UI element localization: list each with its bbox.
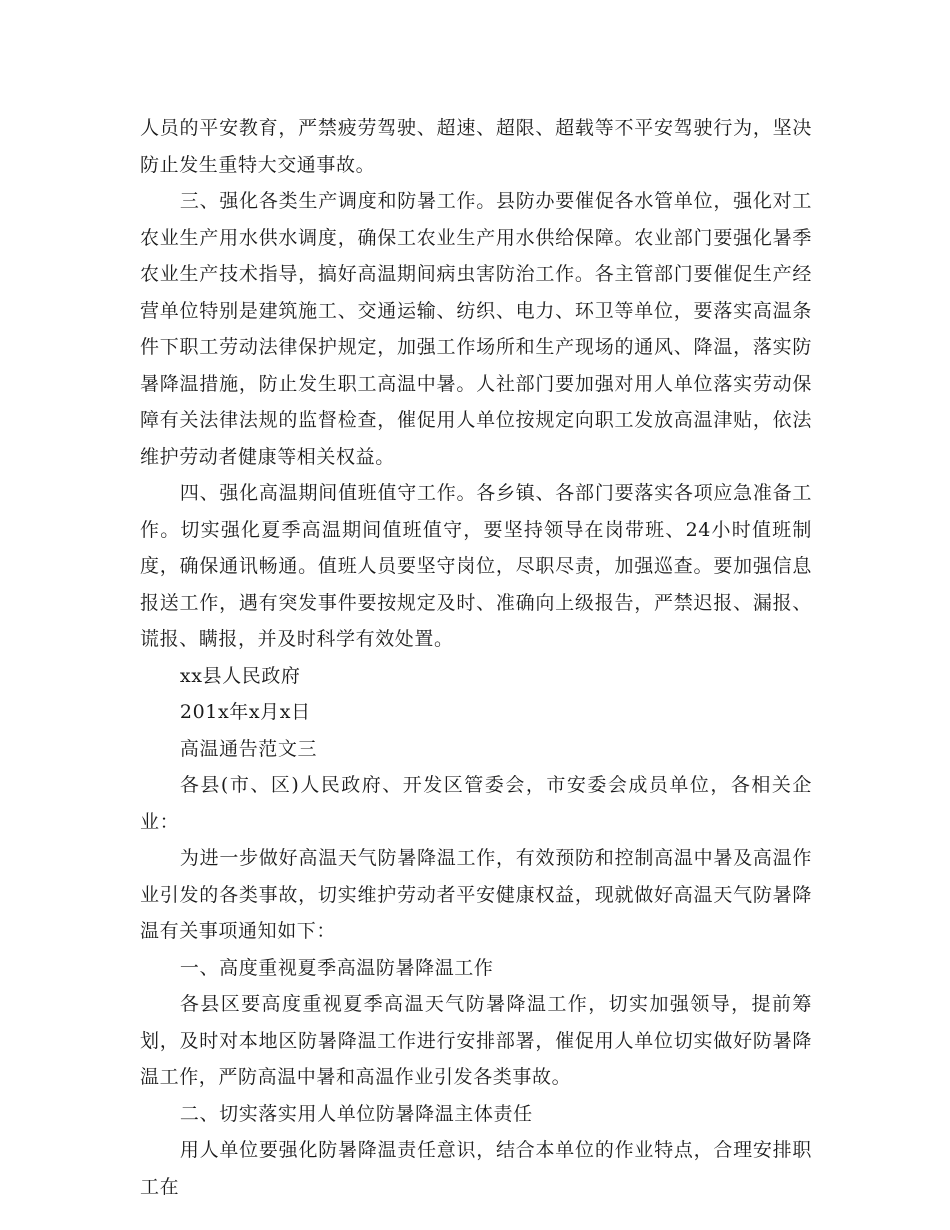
- paragraph-heading-one-body: 各县区要高度重视夏季高温天气防暑降温工作，切实加强领导，提前筹划，及时对本地区防暑降温工作进行安排部署，催促用人单位切实做好防暑降温工作，严防高温中暑和高温作业引发各类事故。: [140, 993, 812, 1088]
- addressee-line: 各县(市、区)人民政府、开发区管委会，市安委会成员单位，各相关企业：: [140, 774, 812, 833]
- signature-issuer: xx县人民政府: [179, 664, 301, 687]
- paragraph-intro: 为进一步做好高温天气防暑降温工作，有效预防和控制高温中暑及高温作业引发的各类事故，切实维护劳动者平安健康权益，现就做好高温天气防暑降温有关事项通知如下：: [140, 847, 812, 942]
- heading-two: 二、切实落实用人单位防暑降温主体责任: [179, 1102, 533, 1125]
- paragraph-heading-two-body: 用人单位要强化防暑降温责任意识，结合本单位的作业特点，合理安排职工在: [140, 1139, 812, 1198]
- paragraph-section-four: 四、强化高温期间值班值守工作。各乡镇、各部门要落实各项应急准备工作。切实强化夏季高温期间值班值守，要坚持领导在岗带班、24小时值班制度，确保通讯畅通。值班人员要坚守岗位，尽职尽责，加强巡查。要加强信息报送工作，遇有突发事件要按规定及时、准确向上级报告，严禁迟报、漏报、谎报、瞒报，并及时科学有效处置。: [140, 482, 812, 650]
- heading-one: 一、高度重视夏季高温防暑降温工作: [179, 956, 494, 979]
- sample-title: 高温通告范文三: [179, 737, 318, 760]
- paragraph-traffic-safety: 人员的平安教育，严禁疲劳驾驶、超速、超限、超载等不平安驾驶行为，坚决防止发生重特大交通事故。: [140, 117, 812, 176]
- document-body: [140, 110, 812, 1205]
- signature-date: 201x年x月x日: [179, 701, 311, 723]
- paragraph-section-three: 三、强化各类生产调度和防暑工作。县防办要催促各水管单位，强化对工农业生产用水供水调度，确保工农业生产用水供给保障。农业部门要强化暑季农业生产技术指导，搞好高温期间病虫害防治工作。各主管部门要催促生产经营单位特别是建筑施工、交通运输、纺织、电力、环卫等单位，要落实高温条件下职工劳动法律保护规定，加强工作场所和生产现场的通风、降温，落实防暑降温措施，防止发生职工高温中暑。人社部门要加强对用人单位落实劳动保障有关法律法规的监督检查，催促用人单位按规定向职工发放高温津贴，依法维护劳动者健康等相关权益。: [140, 190, 812, 468]
